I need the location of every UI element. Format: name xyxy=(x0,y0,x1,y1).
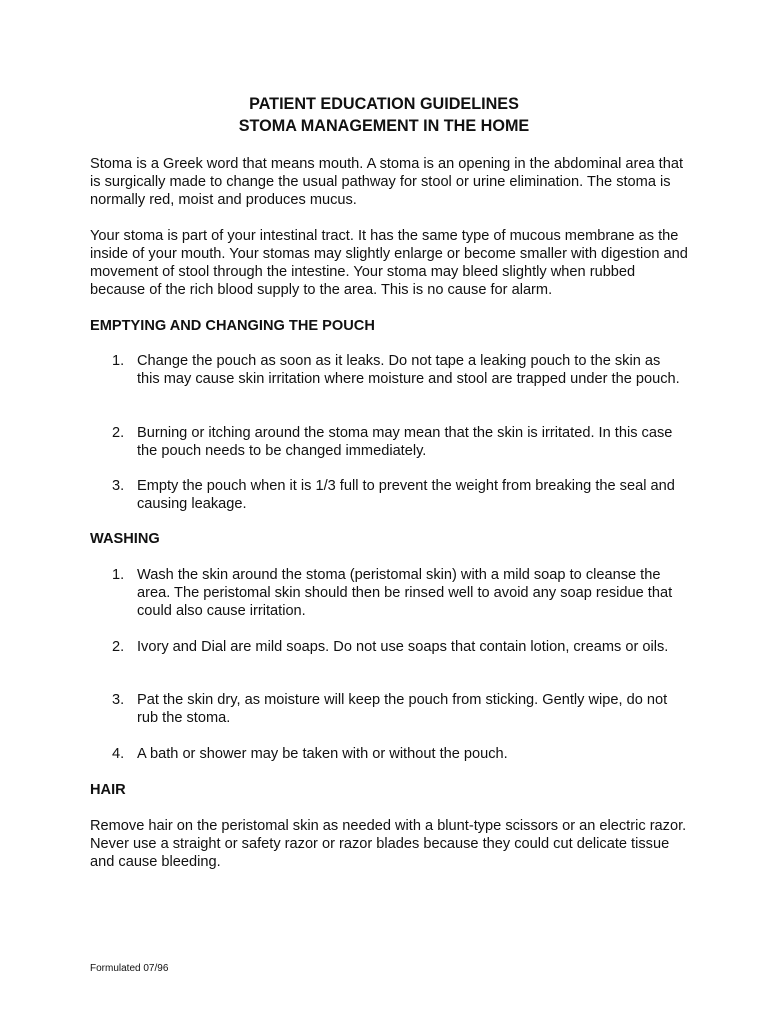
list-item-text: Ivory and Dial are mild soaps. Do not use soaps that contain lotion, creams or oils. xyxy=(137,639,669,655)
intro-paragraph-1: Stoma is a Greek word that means mouth. A stoma is an opening in the abdominal area that is surgically made to change the usual pathway for stool or urine elimination. The stoma is normally red, moist and produces mucus. xyxy=(90,156,684,208)
section-heading-washing: WASHING xyxy=(90,531,160,547)
intro-paragraph-2: Your stoma is part of your intestinal tract. It has the same type of mucous membrane as the inside of your mouth. Your stomas may slightly enlarge or become smaller with digestion and movement of stool through the intestine. Your stoma may bleed slightly when rubbed because of the rich blood supply to the area. This is no cause for alarm. xyxy=(90,228,688,298)
section-heading-hair: HAIR xyxy=(90,782,126,798)
list-item-text: Empty the pouch when it is 1/3 full to prevent the weight from breaking the seal and causing leakage. xyxy=(137,478,675,512)
list-item-text: Burning or itching around the stoma may mean that the skin is irritated. In this case the pouch needs to be changed immediately. xyxy=(137,425,673,459)
washing-list-item xyxy=(112,745,682,763)
list-number: 1. xyxy=(112,353,125,369)
list-number: 1. xyxy=(112,567,125,583)
list-number: 4. xyxy=(112,746,125,762)
washing-list-item xyxy=(112,691,682,727)
pouch-list-item xyxy=(112,424,682,460)
title-line-1: PATIENT EDUCATION GUIDELINES xyxy=(249,95,519,113)
pouch-list-item xyxy=(112,352,682,388)
list-item-text: A bath or shower may be taken with or without the pouch. xyxy=(137,746,508,762)
list-number: 2. xyxy=(112,639,125,655)
footer-note: Formulated 07/96 xyxy=(90,963,169,974)
section-heading-pouch: EMPTYING AND CHANGING THE POUCH xyxy=(90,318,375,334)
list-item-text: Wash the skin around the stoma (peristomal skin) with a mild soap to cleanse the area. The peristomal skin should then be rinsed well to avoid any soap residue that could also cause irritation. xyxy=(137,567,673,619)
hair-paragraph: Remove hair on the peristomal skin as needed with a blunt-type scissors or an electric razor. Never use a straight or safety razor or razor blades because they could cut delicate tissue and cause bleeding. xyxy=(90,818,687,870)
list-item-text: Change the pouch as soon as it leaks. Do not tape a leaking pouch to the skin as this may cause skin irritation where moisture and stool are trapped under the pouch. xyxy=(137,353,680,387)
list-number: 3. xyxy=(112,478,125,494)
list-number: 3. xyxy=(112,692,125,708)
list-number: 2. xyxy=(112,425,125,441)
title-line-2: STOMA MANAGEMENT IN THE HOME xyxy=(238,117,530,135)
pouch-list-item xyxy=(112,477,682,513)
list-item-text: Pat the skin dry, as moisture will keep the pouch from sticking. Gently wipe, do not rub the stoma. xyxy=(137,692,668,726)
washing-list-item xyxy=(112,638,682,656)
washing-list-item xyxy=(112,566,682,620)
